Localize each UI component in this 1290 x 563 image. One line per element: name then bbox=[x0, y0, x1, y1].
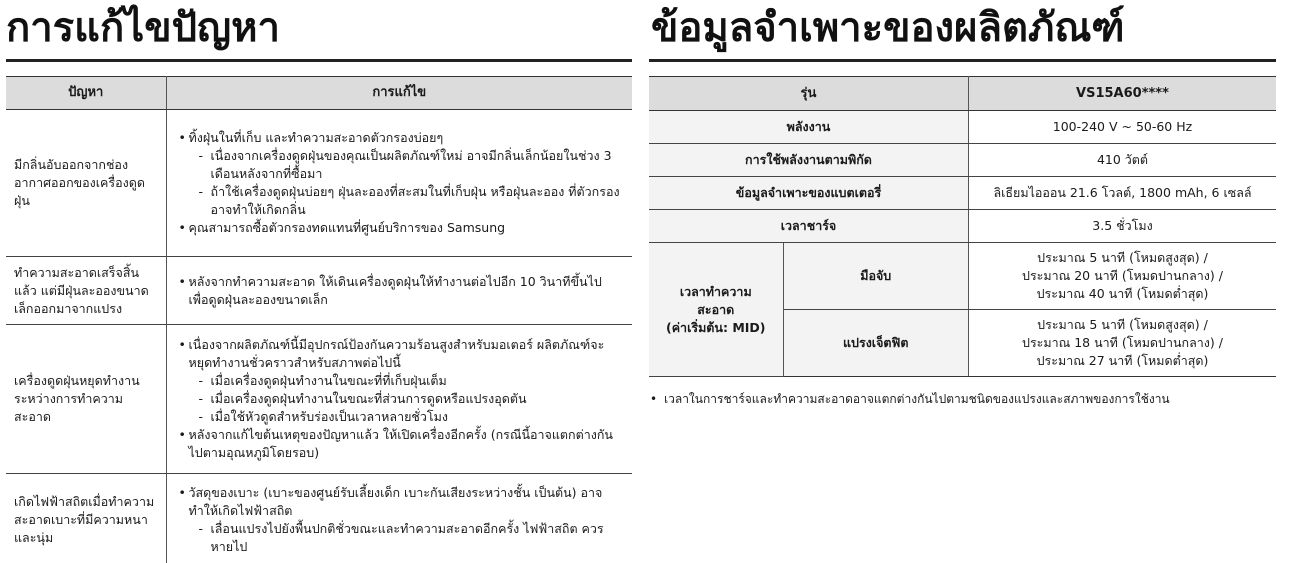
spec-row bbox=[649, 111, 1276, 144]
power-label: พลังงาน bbox=[649, 111, 968, 144]
consumption-value: 410 วัตต์ bbox=[968, 144, 1276, 177]
solution-bullet bbox=[179, 484, 625, 556]
table-row bbox=[6, 257, 632, 325]
battery-value: ลิเธียมไอออน 21.6 โวลต์, 1800 mAh, 6 เซลล์ bbox=[968, 177, 1276, 210]
solution-cell bbox=[166, 325, 632, 474]
solution-bullet: • คุณสามารถซื้อตัวกรองทดแทนที่ศูนย์บริการของ Samsung bbox=[179, 219, 625, 237]
solution-bullet bbox=[179, 336, 625, 426]
charge-value: 3.5 ชั่วโมง bbox=[968, 210, 1276, 243]
runtime-line: ประมาณ 18 นาที (โหมดปานกลาง) / bbox=[1022, 335, 1223, 350]
runtime-line: ประมาณ 5 นาที (โหมดสูงสุด) / bbox=[1037, 317, 1208, 332]
solution-subitem: - เนื่องจากเครื่องดูดฝุ่นของคุณเป็นผลิตภัณฑ์ใหม่ อาจมีกลิ่นเล็กน้อยในช่วง 3 เดือนหลังจากที่ซื้อมา bbox=[199, 147, 625, 183]
solution-bullet: • หลังจากแก้ไขต้นเหตุของปัญหาแล้ว ให้เปิดเครื่องอีกครั้ง (กรณีนี้อาจแตกต่างกันไปตามอุณหภูมิโดยรอบ) bbox=[179, 426, 625, 462]
solution-cell bbox=[166, 474, 632, 563]
runtime-line: ประมาณ 5 นาที (โหมดสูงสุด) / bbox=[1037, 250, 1208, 265]
spec-row bbox=[649, 210, 1276, 243]
table-row bbox=[6, 110, 632, 257]
table-row bbox=[6, 474, 632, 563]
solution-subitem: - เมื่อใช้หัวดูดสำหรับร่องเป็นเวลาหลายชั่วโมง bbox=[199, 408, 625, 426]
runtime-line: ประมาณ 27 นาที (โหมดต่ำสุด) bbox=[1036, 353, 1209, 368]
charge-label: เวลาชาร์จ bbox=[649, 210, 968, 243]
spec-footnote: • เวลาในการชาร์จและทำความสะอาดอาจแตกต่างกันไปตามชนิดของแปรงและสภาพของการใช้งาน bbox=[650, 391, 1170, 407]
problem-cell: ทำความสะอาดเสร็จสิ้นแล้ว แต่มีฝุ่นละอองขนาดเล็กออกมาจากแปรง bbox=[6, 257, 166, 325]
problem-cell: เกิดไฟฟ้าสถิตเมื่อทำความสะอาดเบาะที่มีความหนาและนุ่ม bbox=[6, 474, 166, 563]
solution-text: วัสดุของเบาะ (เบาะของศูนย์รับเลี้ยงเด็ก เบาะกันเสียงระหว่างชั้น เป็นต้น) อาจทำให้เกิดไฟฟ้าสถิต bbox=[188, 484, 603, 518]
solution-text: ทิ้งฝุ่นในที่เก็บ และทำความสะอาดตัวกรองบ่อยๆ bbox=[188, 130, 444, 145]
solution-bullet: • หลังจากทำความสะอาด ให้เดินเครื่องดูดฝุ่นให้ทำงานต่อไปอีก 10 วินาทีขึ้นไป เพื่อดูดฝุ่นละอองขนาดเล็ก bbox=[179, 273, 625, 309]
solution-subitem: - เลื่อนแปรงไปยังพื้นปกติชั่วขณะและทำความสะอาดอีกครั้ง ไฟฟ้าสถิต ควรหายไป bbox=[199, 520, 625, 556]
solution-subitem: - ถ้าใช้เครื่องดูดฝุ่นบ่อยๆ ฝุ่นละอองที่สะสมในที่เก็บฝุ่น หรือฝุ่นละออง ที่ตัวกรองอาจทำให้เกิดกลิ่น bbox=[199, 183, 625, 219]
handheld-value bbox=[968, 243, 1276, 310]
cleaning-label-line: สะอาด bbox=[697, 301, 735, 317]
spec-row bbox=[649, 177, 1276, 210]
cleaning-label-line: (ค่าเริ่มต้น: MID) bbox=[665, 319, 766, 335]
cleaning-time-label bbox=[649, 243, 783, 377]
solution-cell bbox=[166, 257, 632, 325]
problem-column-header: ปัญหา bbox=[6, 77, 166, 110]
troubleshooting-table bbox=[6, 76, 632, 563]
model-label: รุ่น bbox=[649, 77, 968, 111]
troubleshooting-title: การแก้ไขปัญหา bbox=[6, 5, 280, 51]
battery-label: ข้อมูลจำเพาะของแบตเตอรี่ bbox=[649, 177, 968, 210]
title-divider-right bbox=[649, 59, 1276, 62]
solution-bullet bbox=[179, 129, 625, 219]
spec-header-row bbox=[649, 77, 1276, 111]
consumption-label: การใช้พลังงานตามพิกัด bbox=[649, 144, 968, 177]
table-row bbox=[6, 325, 632, 474]
jet-fit-brush-value bbox=[968, 310, 1276, 377]
solution-column-header: การแก้ไข bbox=[166, 77, 632, 110]
spec-row bbox=[649, 144, 1276, 177]
solution-subitem: - เมื่อเครื่องดูดฝุ่นทำงานในขณะที่ส่วนการดูดหรือแปรงอุดตัน bbox=[199, 390, 625, 408]
specifications-table bbox=[649, 76, 1276, 377]
problem-cell: มีกลิ่นอับออกจากช่องอากาศออกของเครื่องดูดฝุ่น bbox=[6, 110, 166, 257]
model-value: VS15A60**** bbox=[968, 77, 1276, 111]
title-divider-left bbox=[6, 59, 632, 62]
troubleshooting-header-row bbox=[6, 77, 632, 110]
problem-cell: เครื่องดูดฝุ่นหยุดทำงานระหว่างการทำความสะอาด bbox=[6, 325, 166, 474]
specifications-title: ข้อมูลจำเพาะของผลิตภัณฑ์ bbox=[651, 5, 1125, 51]
solution-text: เนื่องจากผลิตภัณฑ์นี้มีอุปกรณ์ป้องกันความร้อนสูงสำหรับมอเตอร์ ผลิตภัณฑ์จะหยุดทำงานชั่วคราวสำหรับสภาพต่อไปนี้ bbox=[188, 337, 605, 370]
runtime-line: ประมาณ 40 นาที (โหมดต่ำสุด) bbox=[1036, 286, 1209, 301]
solution-cell bbox=[166, 110, 632, 257]
handheld-label: มือจับ bbox=[783, 243, 968, 310]
jet-fit-brush-label: แปรงเจ็ตฟิต bbox=[783, 310, 968, 377]
spec-row bbox=[649, 243, 1276, 310]
cleaning-label-line: เวลาทำความ bbox=[679, 283, 752, 299]
solution-subitem: - เมื่อเครื่องดูดฝุ่นทำงานในขณะที่ที่เก็บฝุ่นเต็ม bbox=[199, 372, 625, 390]
runtime-line: ประมาณ 20 นาที (โหมดปานกลาง) / bbox=[1022, 268, 1223, 283]
power-value: 100-240 V ~ 50-60 Hz bbox=[968, 111, 1276, 144]
